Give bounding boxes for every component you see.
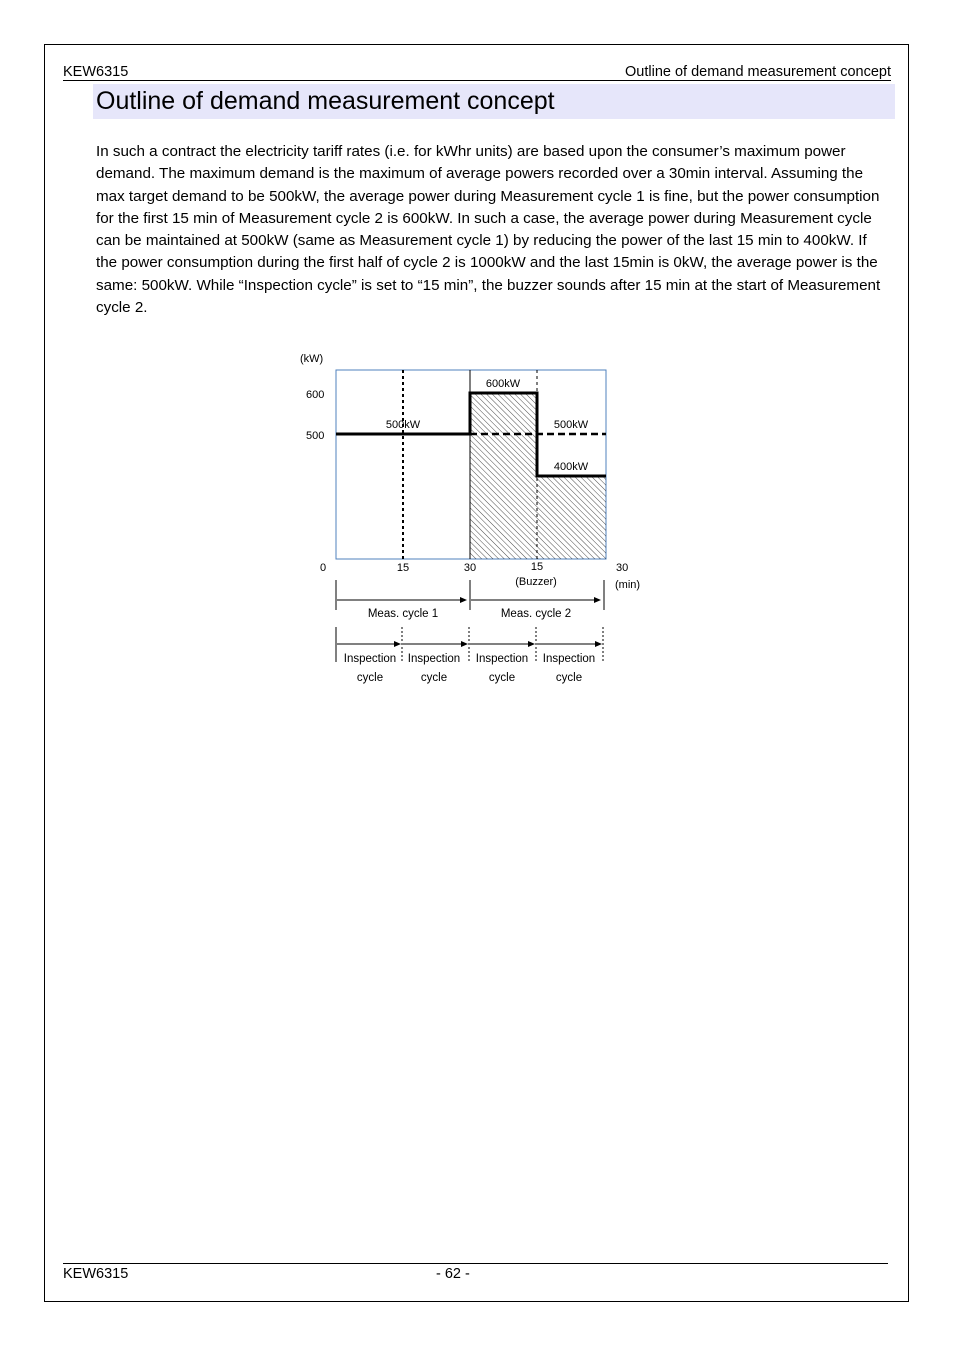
y-tick-0: 0 — [320, 562, 327, 574]
header-section: Outline of demand measurement concept — [625, 64, 891, 80]
demand-diagram-svg — [290, 345, 660, 695]
body-paragraph: In such a contract the electricity tariff rates (i.e. for kWhr units) are based upon the consumer’s maximum power demand. The maximum demand is the maximum of average powers recorded over a 30min interval. Assuming the max target demand to be 500kW, the average power during Measurement cycle 1 is fine, but the power consumption for the first 15 min of Measurement cycle 2 is 600kW. In such a case, the average power during Measurement cycle can be maintained at 500kW (same as Measurement cycle 1) by reducing the power of the last 15 min to 400kW. If the power consumption during the first half of cycle 2 is 1000kW and the last 15min is 0kW, the average power is the same: 500kW. While “Inspection cycle” is set to “15 min”, the buzzer sounds after 15 min at the start of Measurement cycle 2. — [96, 143, 881, 317]
header-product: KEW6315 — [63, 64, 129, 80]
y-tick-500: 500 — [306, 430, 325, 442]
footer-rule — [63, 1263, 888, 1264]
insp-cycle2-label-line1: Inspection — [407, 653, 461, 665]
insp-cycle2-arrowhead — [461, 641, 468, 647]
meas-cycle2-label: Meas. cycle 2 — [500, 608, 572, 620]
insp-cycle4-label-line1: Inspection — [542, 653, 596, 665]
insp-cycle4-label-line2: cycle — [555, 672, 583, 684]
x-tick-30-cycle1: 30 — [463, 562, 477, 574]
y-tick-600: 600 — [306, 389, 325, 401]
x-tick-15-cycle1: 15 — [396, 562, 410, 574]
insp-cycle1-label-line2: cycle — [356, 672, 384, 684]
label-target-500kw: 500kW — [553, 419, 589, 431]
label-peak-600kw: 600kW — [485, 378, 521, 390]
footer-product: KEW6315 — [63, 1266, 129, 1282]
section-title: Outline of demand measurement concept — [93, 84, 895, 119]
meas-cycle1-arrowhead — [460, 597, 467, 603]
header-rule — [63, 80, 891, 81]
cycle2-reduced-area — [537, 476, 606, 559]
insp-cycle3-arrowhead — [528, 641, 535, 647]
insp-cycle1-arrowhead — [394, 641, 401, 647]
meas-cycle1-label: Meas. cycle 1 — [367, 608, 439, 620]
page-number: - 62 - — [436, 1266, 470, 1282]
demand-diagram — [290, 345, 660, 700]
meas-cycle2-arrowhead — [594, 597, 601, 603]
y-unit-label: (kW) — [300, 353, 324, 365]
buzzer-label: (Buzzer) — [515, 576, 557, 588]
x-tick-15-cycle2: 15 — [530, 561, 544, 573]
insp-cycle2-label-line2: cycle — [420, 672, 448, 684]
insp-cycle1-label-line1: Inspection — [343, 653, 397, 665]
label-reduced-400kw: 400kW — [553, 461, 589, 473]
insp-cycle4-arrowhead — [595, 641, 602, 647]
insp-cycle3-label-line1: Inspection — [475, 653, 529, 665]
x-unit-label: (min) — [615, 579, 641, 591]
x-tick-30-cycle2: 30 — [616, 562, 629, 574]
insp-cycle3-label-line2: cycle — [488, 672, 516, 684]
cycle2-peak-area — [470, 393, 537, 559]
label-cycle1-500kw: 500kW — [385, 419, 421, 431]
